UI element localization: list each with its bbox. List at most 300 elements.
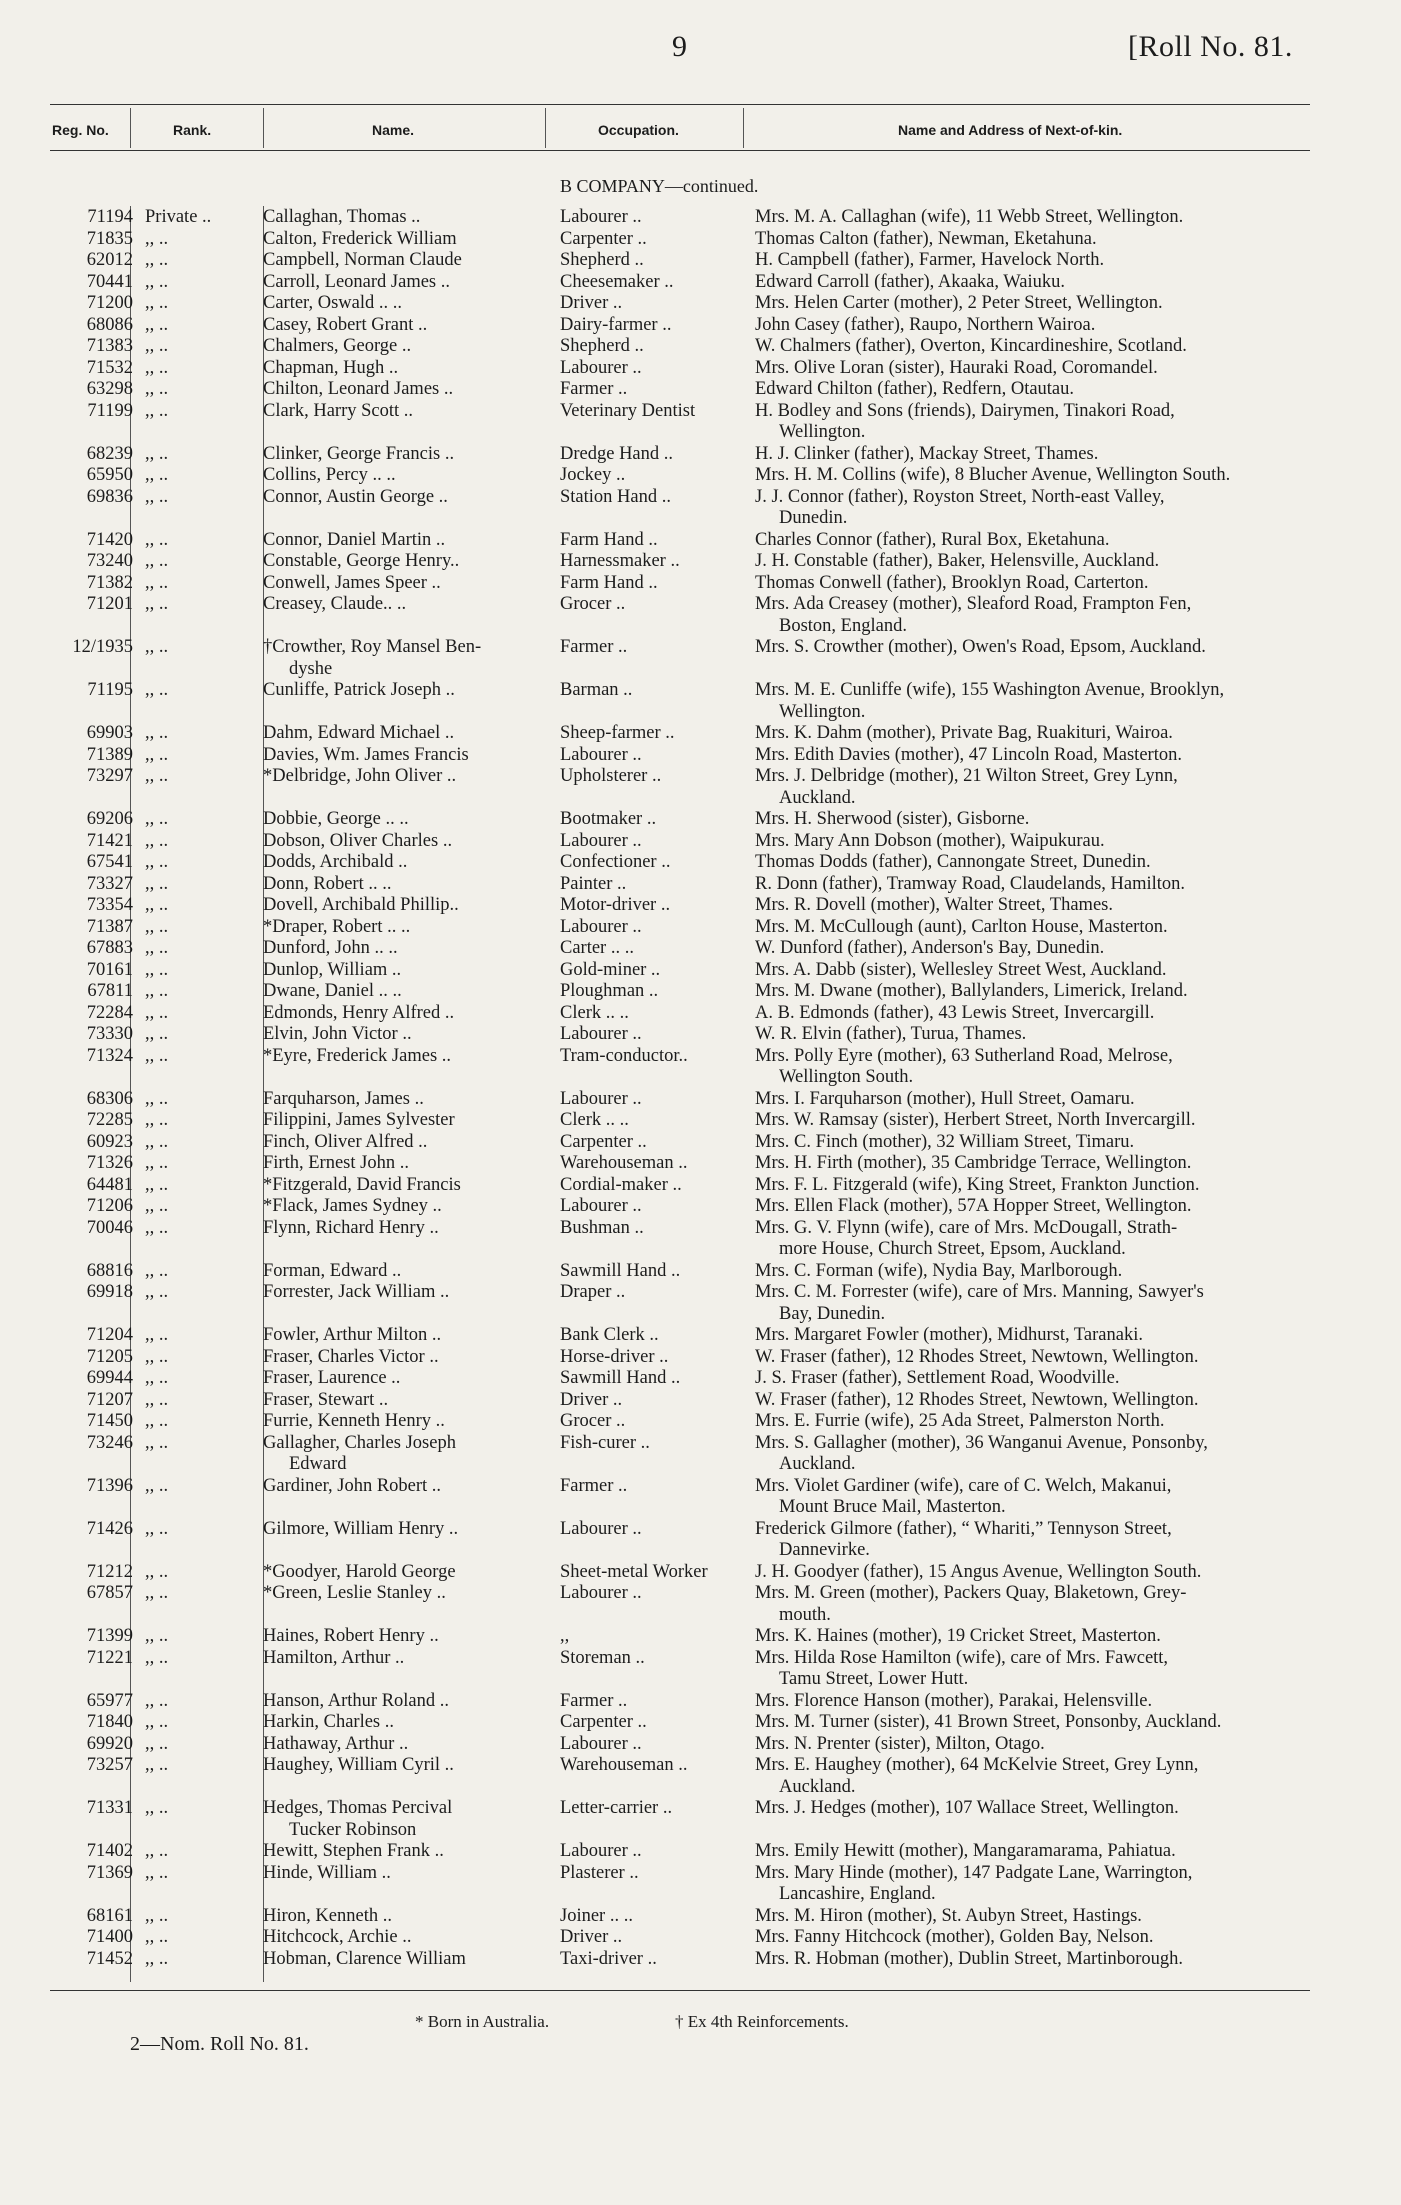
rank: ,, .. [145, 1045, 169, 1066]
next-of-kin-line: Wellington. [779, 701, 866, 722]
column-header-rank: Rank. [173, 122, 212, 138]
next-of-kin [755, 874, 1323, 896]
rank: ,, .. [145, 1905, 169, 1926]
soldier-name-line: Harkin, Charles .. [263, 1712, 395, 1732]
reg-number: 71326 [86, 1153, 133, 1173]
next-of-kin-line: Mrs. G. V. Flynn (wife), care of Mrs. McDougall, Strath- [755, 1217, 1178, 1238]
next-of-kin [755, 573, 1323, 595]
next-of-kin-line: W. Chalmers (father), Overton, Kincardineshire, Scotland. [755, 336, 1187, 356]
next-of-kin-line: Mrs. E. Furrie (wife), 25 Ada Street, Palmerston North. [755, 1411, 1165, 1431]
occupation: Clerk .. .. [560, 1002, 629, 1023]
next-of-kin [755, 1003, 1323, 1025]
soldier-name-line: Firth, Ernest John .. [263, 1153, 409, 1173]
reg-number: 71835 [86, 228, 133, 249]
soldier-name-line: Elvin, John Victor .. [263, 1024, 412, 1044]
soldier-name-line: Dunford, John .. .. [263, 938, 398, 958]
reg-number: 71396 [86, 1475, 133, 1496]
reg-number: 68239 [86, 443, 133, 464]
header-top-rule [50, 104, 1310, 105]
soldier-name [263, 487, 533, 509]
soldier-name [263, 1003, 533, 1025]
soldier-name-line: Constable, George Henry.. [263, 551, 460, 571]
reg-number: 71426 [86, 1518, 133, 1539]
next-of-kin-line: Mrs. H. M. Collins (wife), 8 Blucher Avenue, Wellington South. [755, 465, 1231, 485]
reg-number: 69836 [86, 486, 133, 507]
next-of-kin-line: Dunedin. [779, 508, 848, 528]
next-of-kin-line: Mrs. K. Haines (mother), 19 Cricket Street, Masterton. [755, 1626, 1161, 1646]
soldier-name [263, 1153, 533, 1175]
occupation: Confectioner .. [560, 852, 671, 872]
next-of-kin [755, 1347, 1323, 1369]
next-of-kin-line: W. Fraser (father), 12 Rhodes Street, Newtown, Wellington. [755, 1389, 1199, 1410]
soldier-name-line: Davies, Wm. James Francis [263, 744, 469, 765]
soldier-name-line: Connor, Austin George .. [263, 486, 448, 507]
occupation: Plasterer .. [560, 1862, 639, 1883]
next-of-kin [755, 1368, 1323, 1390]
reg-number: 71382 [86, 572, 133, 593]
next-of-kin [755, 465, 1323, 487]
next-of-kin-line: Mrs. C. M. Forrester (wife), care of Mrs. Manning, Sawyer's [755, 1282, 1204, 1302]
next-of-kin-line: Mrs. Polly Eyre (mother), 63 Sutherland Road, Melrose, [755, 1045, 1173, 1066]
rank: ,, .. [145, 723, 169, 743]
soldier-name [263, 530, 533, 552]
next-of-kin [755, 229, 1323, 251]
next-of-kin [755, 358, 1323, 380]
occupation: Upholsterer .. [560, 766, 662, 786]
table-bottom-rule [50, 1990, 1310, 1991]
next-of-kin [755, 680, 1323, 723]
soldier-name [263, 809, 533, 831]
soldier-name-line: Gardiner, John Robert .. [263, 1475, 442, 1496]
soldier-name-line: Creasey, Claude.. .. [263, 594, 407, 614]
soldier-name [263, 1626, 533, 1648]
next-of-kin [755, 766, 1323, 809]
next-of-kin [755, 831, 1323, 853]
occupation: Labourer .. [560, 1024, 642, 1044]
soldier-name-line: Fraser, Stewart .. [263, 1389, 389, 1410]
next-of-kin-line: Mrs. C. Forman (wife), Nydia Bay, Marlborough. [755, 1260, 1123, 1281]
reg-number: 71387 [86, 916, 133, 937]
soldier-name [263, 981, 533, 1003]
reg-number: 71840 [86, 1712, 133, 1732]
rank: ,, .. [145, 938, 169, 958]
rank: ,, .. [145, 551, 169, 571]
roll-reference: [Roll No. 81. [1128, 30, 1293, 63]
occupation: Farmer .. [560, 379, 628, 399]
rank: ,, .. [145, 572, 169, 593]
soldier-name-line: Dwane, Daniel .. .. [263, 981, 402, 1001]
next-of-kin-line: Mrs. M. Green (mother), Packers Quay, Blaketown, Grey- [755, 1583, 1187, 1603]
soldier-name [263, 960, 533, 982]
next-of-kin [755, 1798, 1323, 1820]
soldier-name [263, 379, 533, 401]
rank: ,, .. [145, 916, 169, 937]
reg-number: 68306 [86, 1088, 133, 1109]
next-of-kin-line: Auckland. [779, 787, 856, 808]
next-of-kin [755, 745, 1323, 767]
soldier-name [263, 1691, 533, 1713]
soldier-name-line: Forman, Edward .. [263, 1260, 402, 1281]
soldier-name [263, 1218, 533, 1240]
next-of-kin-line: Dannevirke. [779, 1540, 870, 1560]
soldier-name [263, 573, 533, 595]
next-of-kin [755, 1132, 1323, 1154]
rank: ,, .. [145, 1626, 169, 1646]
next-of-kin [755, 207, 1323, 229]
next-of-kin [755, 1325, 1323, 1347]
rank: ,, .. [145, 766, 169, 786]
soldier-name-line: Hanson, Arthur Roland .. [263, 1690, 450, 1711]
next-of-kin [755, 852, 1323, 874]
next-of-kin-line: Auckland. [779, 1454, 856, 1474]
occupation: Sheep-farmer .. [560, 723, 675, 743]
reg-number: 71204 [86, 1325, 133, 1345]
soldier-name [263, 444, 533, 466]
next-of-kin [755, 594, 1323, 637]
next-of-kin [755, 809, 1323, 831]
rank: ,, .. [145, 1325, 169, 1345]
next-of-kin [755, 336, 1323, 358]
occupation: Harnessmaker .. [560, 551, 680, 571]
soldier-name [263, 680, 533, 702]
next-of-kin-line: J. J. Connor (father), Royston Street, North-east Valley, [755, 486, 1165, 507]
soldier-name-line: Flynn, Richard Henry .. [263, 1217, 439, 1238]
reg-number: 68161 [86, 1905, 133, 1926]
soldier-name [263, 1863, 533, 1885]
soldier-name-line: Carroll, Leonard James .. [263, 271, 450, 292]
soldier-name [263, 637, 533, 680]
soldier-name-line: Chalmers, George .. [263, 336, 412, 356]
next-of-kin-line: Mrs. F. L. Fitzgerald (wife), King Street, Frankton Junction. [755, 1174, 1200, 1195]
column-divider [130, 108, 131, 148]
next-of-kin [755, 379, 1323, 401]
occupation: Taxi-driver .. [560, 1948, 657, 1969]
soldier-name [263, 852, 533, 874]
reg-number: 12/1935 [72, 637, 133, 657]
next-of-kin-line: A. B. Edmonds (father), 43 Lewis Street, Invercargill. [755, 1002, 1155, 1023]
next-of-kin [755, 1476, 1323, 1519]
reg-number: 73330 [86, 1024, 133, 1044]
reg-number: 73246 [86, 1432, 133, 1453]
rank: ,, .. [145, 1002, 169, 1023]
reg-number: 70441 [86, 271, 133, 292]
reg-number: 71195 [87, 680, 133, 700]
rank: ,, .. [145, 486, 169, 507]
rank: ,, .. [145, 1153, 169, 1173]
soldier-name-line: Dodds, Archibald .. [263, 852, 408, 872]
rank: ,, .. [145, 852, 169, 872]
next-of-kin-line: J. H. Constable (father), Baker, Helensville, Auckland. [755, 551, 1160, 571]
next-of-kin-line: Edward Chilton (father), Redfern, Otautau. [755, 379, 1075, 399]
reg-number: 73354 [86, 895, 133, 915]
occupation: Barman .. [560, 680, 633, 700]
next-of-kin-line: Mrs. J. Delbridge (mother), 21 Wilton Street, Grey Lynn, [755, 766, 1178, 786]
occupation: Labourer .. [560, 1196, 642, 1216]
soldier-name [263, 1519, 533, 1541]
reg-number: 65977 [86, 1690, 133, 1711]
soldier-name-line: Gallagher, Charles Joseph [263, 1432, 456, 1453]
occupation: Farm Hand .. [560, 572, 658, 593]
next-of-kin-line: Mrs. C. Finch (mother), 32 William Street, Timaru. [755, 1131, 1135, 1152]
soldier-name [263, 229, 533, 251]
next-of-kin-line: W. Dunford (father), Anderson's Bay, Dunedin. [755, 938, 1105, 958]
next-of-kin [755, 530, 1323, 552]
next-of-kin-line: more House, Church Street, Epsom, Auckland. [779, 1239, 1126, 1259]
next-of-kin [755, 917, 1323, 939]
soldier-name [263, 895, 533, 917]
soldier-name [263, 1024, 533, 1046]
soldier-name-line: Clark, Harry Scott .. [263, 400, 414, 421]
reg-number: 71532 [86, 357, 133, 378]
next-of-kin [755, 981, 1323, 1003]
next-of-kin-line: Boston, England. [779, 615, 907, 636]
rank: ,, .. [145, 1690, 169, 1711]
soldier-name-line: *Eyre, Frederick James .. [263, 1045, 452, 1066]
occupation: Labourer .. [560, 1518, 642, 1539]
rank: ,, .. [145, 1346, 169, 1367]
reg-number: 69206 [86, 809, 133, 829]
rank: ,, .. [145, 250, 169, 270]
reg-number: 71331 [86, 1798, 133, 1818]
soldier-name [263, 1347, 533, 1369]
soldier-name-line: Haughey, William Cyril .. [263, 1755, 454, 1775]
soldier-name [263, 1046, 533, 1068]
soldier-name [263, 336, 533, 358]
reg-number: 70161 [86, 959, 133, 980]
reg-number: 63298 [86, 379, 133, 399]
column-header-next-of-kin: Name and Address of Next-of-kin. [898, 122, 1123, 138]
next-of-kin-line: W. R. Elvin (father), Turua, Thames. [755, 1024, 1027, 1044]
soldier-name-line: Carter, Oswald .. .. [263, 293, 403, 313]
occupation: Jockey .. [560, 465, 626, 485]
footnote-ex-4th-reinforcements: † Ex 4th Reinforcements. [675, 2012, 849, 2031]
reg-number: 67883 [86, 938, 133, 958]
next-of-kin-line: R. Donn (father), Tramway Road, Claudelands, Hamilton. [755, 873, 1186, 894]
soldier-name-line: Filippini, James Sylvester [263, 1110, 455, 1130]
soldier-name-line: Conwell, James Speer .. [263, 572, 441, 593]
rank: ,, .. [145, 981, 169, 1001]
next-of-kin-line: Thomas Dodds (father), Cannongate Street, Dunedin. [755, 852, 1151, 872]
next-of-kin [755, 1691, 1323, 1713]
next-of-kin [755, 401, 1323, 444]
next-of-kin-line: Mrs. R. Hobman (mother), Dublin Street, Martinborough. [755, 1948, 1184, 1969]
occupation: Station Hand .. [560, 486, 671, 507]
reg-number: 68086 [86, 314, 133, 335]
soldier-name [263, 1583, 533, 1605]
rank: ,, .. [145, 1755, 169, 1775]
soldier-name-line: Fraser, Laurence .. [263, 1368, 401, 1388]
next-of-kin-line: J. H. Goodyer (father), 15 Angus Avenue, Wellington South. [755, 1561, 1202, 1582]
rank: ,, .. [145, 336, 169, 356]
soldier-name-line: Hitchcock, Archie .. [263, 1927, 412, 1947]
soldier-name [263, 1927, 533, 1949]
next-of-kin-line: Lancashire, England. [779, 1884, 936, 1904]
rank: ,, .. [145, 809, 169, 829]
occupation: Sheet-metal Worker [560, 1561, 708, 1582]
reg-number: 65950 [86, 465, 133, 485]
soldier-name-line: Hinde, William .. [263, 1862, 391, 1883]
occupation: Labourer .. [560, 1583, 642, 1603]
next-of-kin [755, 293, 1323, 315]
occupation: Labourer .. [560, 1088, 642, 1109]
rank: ,, .. [145, 228, 169, 249]
soldier-name-line: Haines, Robert Henry .. [263, 1626, 439, 1646]
occupation: Ploughman .. [560, 981, 659, 1001]
next-of-kin-line: Mrs. Helen Carter (mother), 2 Peter Street, Wellington. [755, 293, 1163, 313]
section-title: B COMPANY—continued. [560, 176, 759, 196]
occupation: Labourer .. [560, 916, 642, 937]
soldier-name [263, 551, 533, 573]
rank: ,, .. [145, 1110, 169, 1130]
next-of-kin [755, 1110, 1323, 1132]
reg-number: 71324 [86, 1045, 133, 1066]
next-of-kin-line: Mrs. S. Crowther (mother), Owen's Road, Epsom, Auckland. [755, 637, 1206, 657]
next-of-kin-line: Wellington South. [779, 1067, 914, 1087]
rank: ,, .. [145, 830, 169, 851]
occupation: Tram-conductor.. [560, 1045, 688, 1066]
occupation: Labourer .. [560, 1841, 642, 1861]
rank: ,, .. [145, 1368, 169, 1388]
rank: ,, .. [145, 1733, 169, 1754]
rank: ,, .. [145, 1024, 169, 1044]
occupation: Clerk .. .. [560, 1110, 629, 1130]
reg-number: 64481 [86, 1174, 133, 1195]
rank: ,, .. [145, 594, 169, 614]
soldier-name-line: Cunliffe, Patrick Joseph .. [263, 680, 455, 700]
reg-number: 71399 [86, 1626, 133, 1646]
next-of-kin-line: Mrs. R. Dovell (mother), Walter Street, Thames. [755, 895, 1113, 915]
next-of-kin [755, 250, 1323, 272]
soldier-name [263, 272, 533, 294]
occupation: Dairy-farmer .. [560, 314, 672, 335]
reg-number: 71200 [86, 293, 133, 313]
rank: ,, .. [145, 1712, 169, 1732]
occupation: Grocer .. [560, 1411, 626, 1431]
soldier-name [263, 745, 533, 767]
next-of-kin [755, 1261, 1323, 1283]
reg-number: 71383 [86, 336, 133, 356]
next-of-kin-line: Mrs. M. Dwane (mother), Ballylanders, Limerick, Ireland. [755, 981, 1188, 1001]
reg-number: 62012 [86, 250, 133, 270]
next-of-kin-line: Mrs. M. McCullough (aunt), Carlton House, Masterton. [755, 916, 1168, 937]
soldier-name-line: Clinker, George Francis .. [263, 443, 455, 464]
soldier-name-line: Callaghan, Thomas .. [263, 207, 421, 227]
next-of-kin [755, 315, 1323, 337]
rank: ,, .. [145, 873, 169, 894]
next-of-kin [755, 1906, 1323, 1928]
rank: ,, .. [145, 400, 169, 421]
occupation: Warehouseman .. [560, 1153, 688, 1173]
occupation: Labourer .. [560, 1733, 642, 1754]
soldier-name [263, 1949, 533, 1971]
next-of-kin [755, 960, 1323, 982]
occupation: Carpenter .. [560, 1712, 647, 1732]
occupation: Draper .. [560, 1282, 626, 1302]
next-of-kin-line: Mrs. Emily Hewitt (mother), Mangaramarama, Pahiatua. [755, 1841, 1176, 1861]
soldier-name-line: Fraser, Charles Victor .. [263, 1346, 439, 1367]
next-of-kin [755, 1089, 1323, 1111]
soldier-name-line: Hathaway, Arthur .. [263, 1733, 409, 1754]
next-of-kin-line: Frederick Gilmore (father), “ Whariti,” Tennyson Street, [755, 1518, 1172, 1539]
soldier-name [263, 1282, 533, 1304]
next-of-kin-line: Mrs. M. E. Cunliffe (wife), 155 Washington Avenue, Brooklyn, [755, 680, 1225, 700]
soldier-name [263, 1798, 533, 1841]
rank: ,, .. [145, 314, 169, 335]
occupation: Farmer .. [560, 1475, 628, 1496]
reg-number: 71205 [86, 1346, 133, 1367]
soldier-name-line: Hiron, Kenneth .. [263, 1905, 392, 1926]
rank: ,, .. [145, 1583, 169, 1603]
soldier-name [263, 938, 533, 960]
next-of-kin-line: Mrs. S. Gallagher (mother), 36 Wanganui Avenue, Ponsonby, [755, 1432, 1208, 1453]
reg-number: 69944 [86, 1368, 133, 1388]
soldier-name-line: Connor, Daniel Martin .. [263, 529, 446, 550]
soldier-name-line: Hamilton, Arthur .. [263, 1647, 405, 1668]
soldier-name [263, 1175, 533, 1197]
next-of-kin [755, 1734, 1323, 1756]
soldier-name [263, 594, 533, 616]
soldier-name [263, 1755, 533, 1777]
rank: ,, .. [145, 1389, 169, 1410]
occupation: Bushman .. [560, 1217, 644, 1238]
soldier-name-line: Calton, Frederick William [263, 228, 457, 249]
next-of-kin [755, 1153, 1323, 1175]
next-of-kin-line: Thomas Calton (father), Newman, Eketahuna. [755, 228, 1097, 249]
next-of-kin [755, 1519, 1323, 1562]
soldier-name-line: *Flack, James Sydney .. [263, 1196, 442, 1216]
next-of-kin-line: Mrs. H. Sherwood (sister), Gisborne. [755, 809, 1030, 829]
reg-number: 68816 [86, 1260, 133, 1281]
soldier-name [263, 874, 533, 896]
soldier-name [263, 1390, 533, 1412]
occupation: Bank Clerk .. [560, 1325, 659, 1345]
rank: ,, .. [145, 1948, 169, 1969]
soldier-name [263, 1433, 533, 1476]
soldier-name-line: Hedges, Thomas Percival [263, 1798, 453, 1818]
next-of-kin-line: Mrs. Margaret Fowler (mother), Midhurst, Taranaki. [755, 1325, 1143, 1345]
next-of-kin [755, 637, 1323, 659]
next-of-kin [755, 487, 1323, 530]
rank: ,, .. [145, 1260, 169, 1281]
occupation: Farm Hand .. [560, 529, 658, 550]
soldier-name-line: Edward [289, 1454, 347, 1474]
soldier-name-line: Dobson, Oliver Charles .. [263, 830, 453, 851]
next-of-kin-line: Mrs. H. Firth (mother), 35 Cambridge Terrace, Wellington. [755, 1153, 1192, 1173]
reg-number: 71420 [86, 529, 133, 550]
occupation: Veterinary Dentist [560, 400, 696, 421]
soldier-name-line: dyshe [289, 658, 333, 679]
occupation: Cheesemaker .. [560, 271, 674, 292]
reg-number: 71421 [86, 830, 133, 851]
next-of-kin-line: mouth. [779, 1604, 831, 1625]
occupation: Labourer .. [560, 830, 642, 851]
next-of-kin-line: J. S. Fraser (father), Settlement Road, Woodville. [755, 1368, 1120, 1388]
reg-number: 73327 [86, 873, 133, 894]
soldier-name-line: Hobman, Clarence William [263, 1948, 466, 1969]
occupation: Carter .. .. [560, 938, 634, 958]
rank: ,, .. [145, 637, 169, 657]
next-of-kin-line: Mrs. Ellen Flack (mother), 57A Hopper Street, Wellington. [755, 1196, 1192, 1216]
next-of-kin-line: Mrs. Edith Davies (mother), 47 Lincoln Road, Masterton. [755, 744, 1182, 765]
next-of-kin-line: John Casey (father), Raupo, Northern Wairoa. [755, 314, 1096, 335]
next-of-kin-line: Mrs. M. Turner (sister), 41 Brown Street, Ponsonby, Auckland. [755, 1712, 1222, 1732]
soldier-name-line: *Draper, Robert .. .. [263, 916, 411, 937]
soldier-name [263, 1089, 533, 1111]
reg-number: 67857 [86, 1583, 133, 1603]
column-divider [545, 108, 546, 148]
rank: ,, .. [145, 443, 169, 464]
soldier-name [263, 1841, 533, 1863]
